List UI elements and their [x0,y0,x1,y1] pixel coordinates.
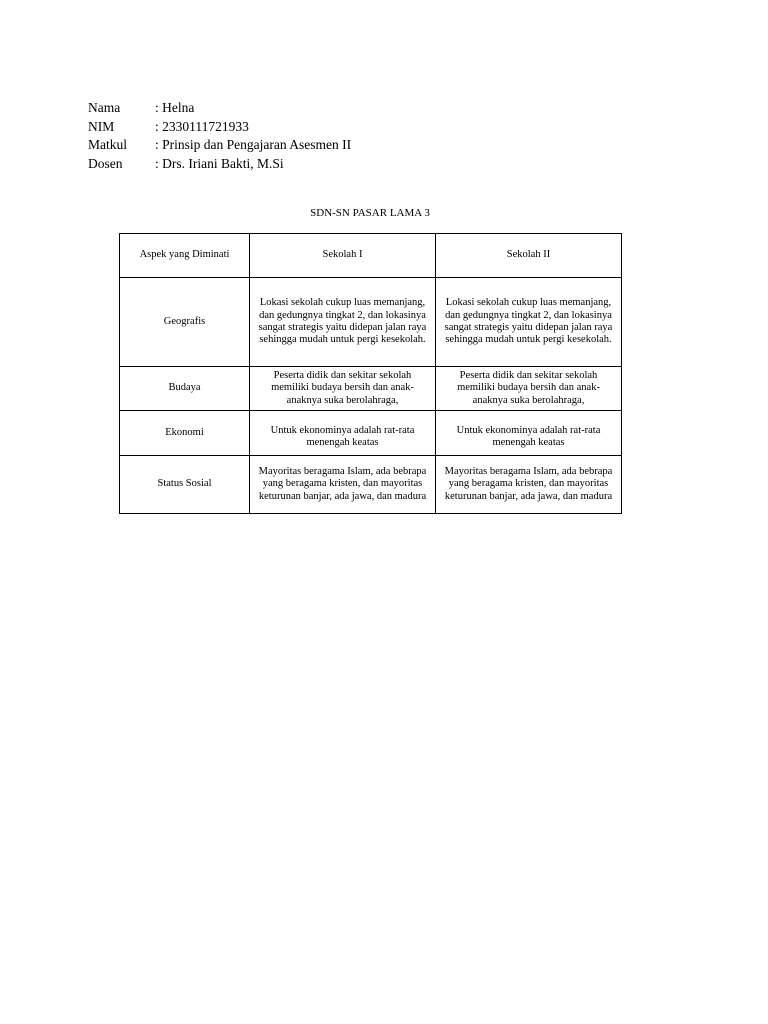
table-row [120,456,622,514]
table-row [120,411,622,456]
column-header-school1: Sekolah I [250,234,436,278]
info-label: Dosen [88,155,123,171]
cell-school1: Lokasi sekolah cukup luas memanjang, dan gedungnya tingkat 2, dan lokasinya sangat strategis yaitu didepan jalan raya sehingga mudah untuk pergi kesekolah. [250,278,436,367]
info-label: Matkul [88,137,127,152]
row-aspect: Status Sosial [120,456,250,514]
cell-school2: Lokasi sekolah cukup luas memanjang, dan gedungnya tingkat 2, dan lokasinya sangat strategis yaitu didepan jalan raya sehingga mudah untuk pergi kesekolah. [436,278,622,367]
info-label: Nama [88,100,121,115]
document-title: SDN-SN PASAR LAMA 3 [310,207,430,219]
cell-school2: Untuk ekonominya adalah rat-rata menengah keatas [436,411,622,456]
info-value: : Drs. Iriani Bakti, M.Si [155,155,284,171]
column-header-aspect: Aspek yang Diminati [120,234,250,278]
column-header-school2: Sekolah II [436,234,622,278]
cell-school1: Mayoritas beragama Islam, ada bebrapa yang beragama kristen, dan mayoritas keturunan banjar, ada jawa, dan madura [250,456,436,514]
cell-school2: Peserta didik dan sekitar sekolah memiliki budaya bersih dan anak-anaknya suka berolahraga, [436,367,622,411]
row-aspect: Budaya [120,367,250,411]
row-aspect: Ekonomi [120,411,250,456]
info-label: NIM [88,118,115,134]
info-value: : 2330111721933 [155,118,249,134]
table-row [120,367,622,411]
cell-school1: Peserta didik dan sekitar sekolah memiliki budaya bersih dan anak-anaknya suka berolahraga, [250,367,436,411]
row-aspect: Geografis [120,278,250,367]
info-row-nama [88,99,351,118]
student-info [88,99,351,173]
cell-school2: Mayoritas beragama Islam, ada bebrapa yang beragama kristen, dan mayoritas keturunan banjar, ada jawa, dan madura [436,456,622,514]
info-row-dosen [88,155,351,174]
comparison-table [119,233,622,514]
info-value: : Prinsip dan Pengajaran Asesmen II [155,137,352,152]
table-row [120,278,622,367]
info-row-matkul [88,136,351,155]
cell-school1: Untuk ekonominya adalah rat-rata menengah keatas [250,411,436,456]
table-header-row [120,234,622,278]
info-row-nim [88,118,351,137]
info-value: : Helna [155,100,195,115]
